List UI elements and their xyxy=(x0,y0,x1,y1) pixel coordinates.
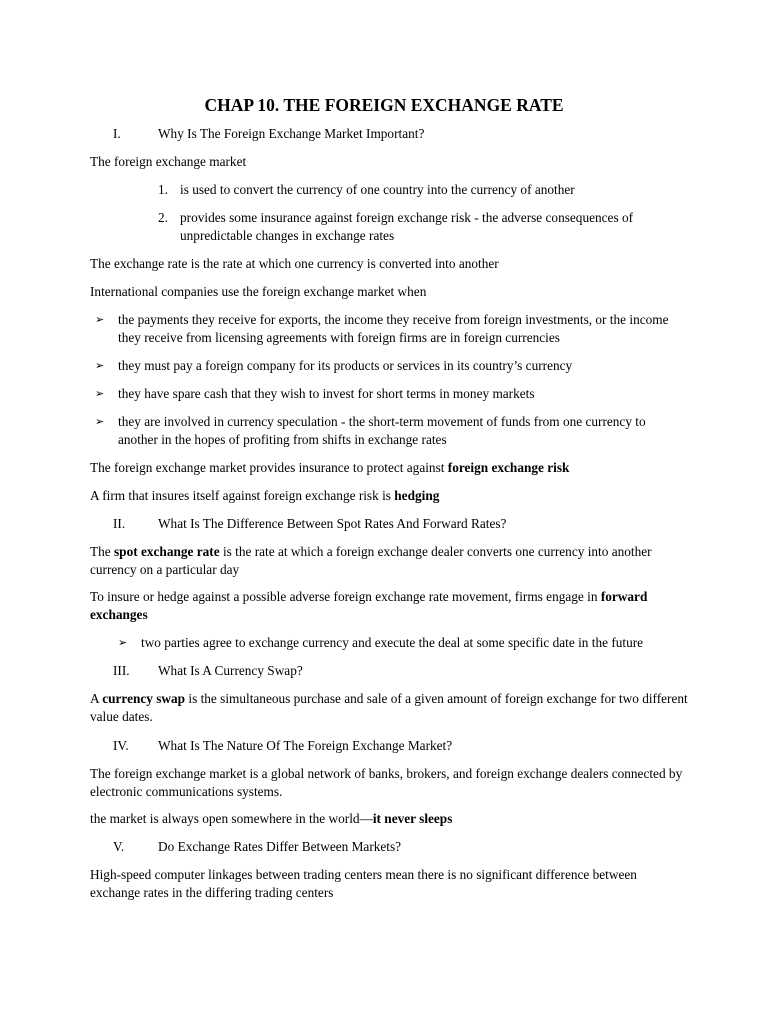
section-number: V. xyxy=(113,839,125,854)
text-run: A firm that insures itself against foreign exchange risk is xyxy=(90,488,395,503)
bullet-text: they are involved in currency speculation - the short-term movement of funds from one currency to another in the hopes of profiting from shifts in exchange rates xyxy=(118,414,646,447)
section-number: IV. xyxy=(113,738,129,753)
paragraph-computer-linkages: High-speed computer linkages between trading centers mean there is no significant difference between exchange rates in the differing trading centers xyxy=(90,867,637,900)
key-term: hedging xyxy=(394,488,440,503)
paragraph-intl-companies: International companies use the foreign exchange market when xyxy=(90,284,427,299)
paragraph-never-sleeps xyxy=(90,810,690,828)
bullet-text: the payments they receive for exports, the income they receive from foreign investments, or the income they receive from licensing agreements with foreign firms are in foreign currencies xyxy=(118,312,669,345)
key-term: spot exchange rate xyxy=(114,544,220,559)
arrow-bullet-icon: ➢ xyxy=(95,415,105,428)
key-term: it never sleeps xyxy=(372,811,453,826)
section-label: What Is The Difference Between Spot Rates And Forward Rates? xyxy=(158,516,507,531)
section-number: III. xyxy=(113,663,130,678)
key-term: currency swap xyxy=(102,691,186,706)
item-text: provides some insurance against foreign exchange risk - the adverse consequences of unpredictable changes in exchange rates xyxy=(180,210,634,243)
section-label: Do Exchange Rates Differ Between Markets? xyxy=(158,839,402,854)
section-label: Why Is The Foreign Exchange Market Important? xyxy=(158,126,425,141)
arrow-bullet-icon: ➢ xyxy=(95,359,105,372)
text-run: the market is always open somewhere in the world— xyxy=(90,811,373,826)
bullet-text: they have spare cash that they wish to invest for short terms in money markets xyxy=(118,386,535,401)
item-number: 1. xyxy=(158,182,168,197)
section-label: What Is A Currency Swap? xyxy=(158,663,303,678)
item-number: 2. xyxy=(158,210,168,225)
key-term: foreign exchange risk xyxy=(447,460,570,475)
key-term: forward exchanges xyxy=(90,589,648,622)
paragraph-global-network: The foreign exchange market is a global network of banks, brokers, and foreign exchange dealers connected by electronic communications systems. xyxy=(90,766,683,799)
paragraph-fx-market-intro: The foreign exchange market xyxy=(90,154,247,169)
section-number: I. xyxy=(113,126,121,141)
paragraph-fx-insurance xyxy=(90,459,690,477)
bullet-text: they must pay a foreign company for its products or services in its country’s currency xyxy=(118,358,573,373)
text-run: is the rate at which a foreign exchange dealer converts one currency into another currency on a particular day xyxy=(90,544,652,577)
bullet-text: two parties agree to exchange currency and execute the deal at some specific date in the future xyxy=(141,635,644,650)
item-text: is used to convert the currency of one country into the currency of another xyxy=(180,182,575,197)
text-run: A xyxy=(90,691,103,706)
arrow-bullet-icon: ➢ xyxy=(95,387,105,400)
text-run: To insure or hedge against a possible adverse foreign exchange rate movement, firms engage in xyxy=(90,589,601,604)
paragraph-exchange-rate-definition: The exchange rate is the rate at which one currency is converted into another xyxy=(90,256,499,271)
arrow-bullet-icon: ➢ xyxy=(95,313,105,326)
paragraph-hedging xyxy=(90,487,690,505)
paragraph-spot-rate xyxy=(90,543,690,579)
paragraph-currency-swap xyxy=(90,690,690,726)
text-run: The xyxy=(90,544,114,559)
section-label: What Is The Nature Of The Foreign Exchange Market? xyxy=(158,738,453,753)
page-title: CHAP 10. THE FOREIGN EXCHANGE RATE xyxy=(204,95,564,115)
arrow-bullet-icon: ➢ xyxy=(118,636,128,649)
text-run: is the simultaneous purchase and sale of a given amount of foreign exchange for two different value dates. xyxy=(90,691,688,724)
section-number: II. xyxy=(113,516,126,531)
paragraph-forward-exchanges xyxy=(90,588,690,624)
text-run: The foreign exchange market provides insurance to protect against xyxy=(90,460,448,475)
